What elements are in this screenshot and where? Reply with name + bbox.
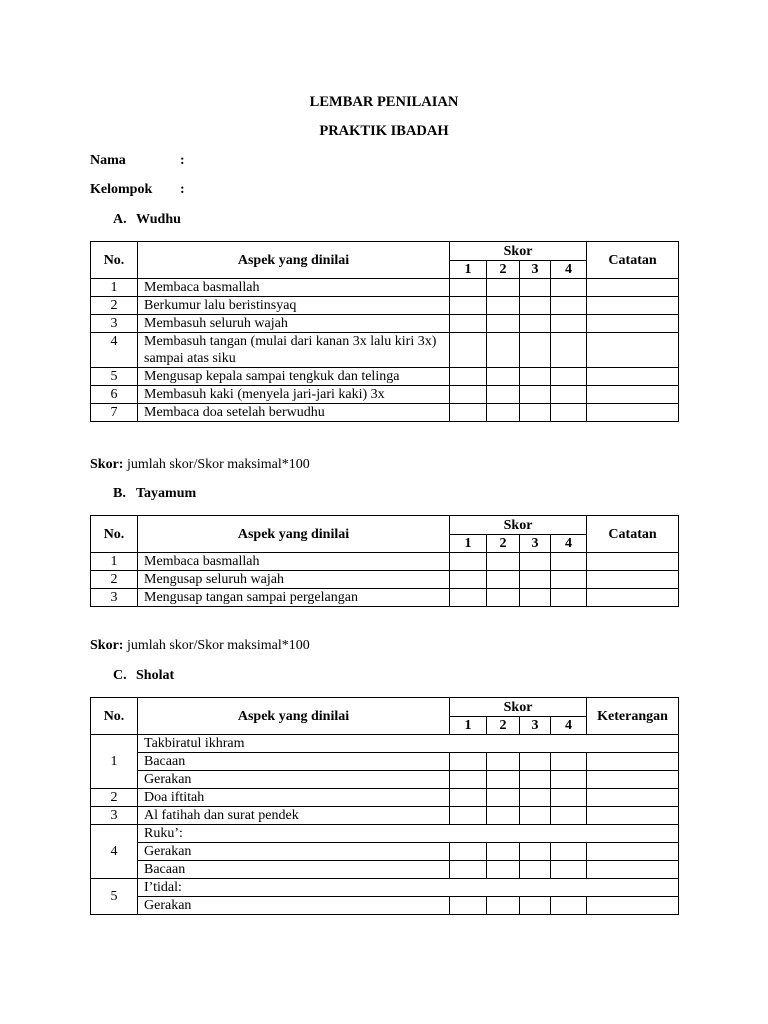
score-cell[interactable] (450, 861, 487, 879)
score-cell[interactable] (487, 315, 520, 333)
row-aspect: Gerakan (138, 771, 450, 789)
note-cell[interactable] (587, 789, 679, 807)
score-cell[interactable] (551, 753, 587, 771)
header-skor-2: 2 (487, 535, 520, 553)
skor-note-text: jumlah skor/Skor maksimal*100 (126, 638, 310, 653)
table-row (91, 861, 679, 879)
row-number: 6 (91, 386, 138, 404)
score-cell[interactable] (487, 333, 520, 368)
row-number: 7 (91, 404, 138, 422)
score-cell[interactable] (551, 386, 587, 404)
score-cell[interactable] (487, 297, 520, 315)
wudhu-table (90, 241, 679, 422)
document-subtitle: PRAKTIK IBADAH (319, 123, 449, 139)
header-skor-3: 3 (520, 261, 551, 279)
row-aspect: Mengusap seluruh wajah (138, 571, 450, 589)
score-cell[interactable] (551, 297, 587, 315)
header-skor-2: 2 (487, 261, 520, 279)
score-cell[interactable] (450, 279, 487, 297)
row-aspect: Membaca doa setelah berwudhu (138, 404, 450, 422)
score-cell[interactable] (520, 297, 551, 315)
score-cell[interactable] (520, 807, 551, 825)
header-catatan: Catatan (587, 516, 679, 553)
row-aspect: I’tidal: (138, 879, 679, 897)
table-row (91, 315, 679, 333)
score-cell[interactable] (450, 315, 487, 333)
score-cell[interactable] (551, 571, 587, 589)
score-cell[interactable] (520, 897, 551, 915)
note-cell[interactable] (587, 861, 679, 879)
header-aspek: Aspek yang dinilai (138, 516, 450, 553)
row-aspect: Membasuh kaki (menyela jari-jari kaki) 3x (138, 386, 450, 404)
score-cell[interactable] (520, 753, 551, 771)
table-row (91, 279, 679, 297)
row-aspect: Berkumur lalu beristinsyaq (138, 297, 450, 315)
score-cell[interactable] (551, 789, 587, 807)
document-title: LEMBAR PENILAIAN (309, 94, 459, 110)
note-cell[interactable] (587, 589, 679, 607)
section-a-title: Wudhu (136, 212, 181, 227)
row-number: 1 (91, 735, 138, 789)
score-cell[interactable] (450, 404, 487, 422)
score-cell[interactable] (520, 279, 551, 297)
skor-note-label: Skor: (90, 638, 124, 653)
row-number: 5 (91, 879, 138, 915)
header-skor-4: 4 (551, 535, 587, 553)
table-row (91, 879, 679, 897)
header-no: No. (91, 242, 138, 279)
score-cell[interactable] (450, 789, 487, 807)
header-skor-3: 3 (520, 717, 551, 735)
row-number: 3 (91, 315, 138, 333)
score-cell[interactable] (450, 897, 487, 915)
score-cell[interactable] (551, 404, 587, 422)
note-cell[interactable] (587, 753, 679, 771)
score-cell[interactable] (520, 589, 551, 607)
note-cell[interactable] (587, 333, 679, 368)
row-aspect: Gerakan (138, 897, 450, 915)
section-a-letter: A. (113, 212, 127, 227)
table-row (91, 753, 679, 771)
table-row (91, 333, 679, 368)
table-row (91, 789, 679, 807)
row-aspect: Membasuh tangan (mulai dari kanan 3x lalu kiri 3x) sampai atas siku (138, 333, 450, 368)
header-skor: Skor (450, 698, 587, 717)
score-cell[interactable] (487, 771, 520, 789)
table-row (91, 735, 679, 753)
score-cell[interactable] (487, 897, 520, 915)
score-cell[interactable] (520, 368, 551, 386)
table-row (91, 807, 679, 825)
row-aspect: Membasuh seluruh wajah (138, 315, 450, 333)
row-number: 3 (91, 807, 138, 825)
score-cell[interactable] (551, 553, 587, 571)
score-cell[interactable] (551, 843, 587, 861)
table-row (91, 589, 679, 607)
skor-note-text: jumlah skor/Skor maksimal*100 (126, 457, 310, 472)
header-no: No. (91, 516, 138, 553)
table-row (91, 897, 679, 915)
section-b-letter: B. (113, 486, 126, 501)
score-cell[interactable] (551, 771, 587, 789)
skor-note-label: Skor: (90, 457, 124, 472)
score-cell[interactable] (487, 589, 520, 607)
header-catatan: Catatan (587, 242, 679, 279)
row-aspect: Gerakan (138, 843, 450, 861)
table-row (91, 771, 679, 789)
row-aspect: Membaca basmallah (138, 553, 450, 571)
score-cell[interactable] (450, 843, 487, 861)
score-cell[interactable] (520, 571, 551, 589)
score-cell[interactable] (487, 571, 520, 589)
score-cell[interactable] (551, 368, 587, 386)
score-cell[interactable] (487, 404, 520, 422)
header-skor: Skor (450, 242, 587, 261)
row-number: 2 (91, 571, 138, 589)
header-no: No. (91, 698, 138, 735)
score-cell[interactable] (450, 553, 487, 571)
row-aspect: Ruku’: (138, 825, 679, 843)
header-skor-2: 2 (487, 717, 520, 735)
row-aspect: Takbiratul ikhram (138, 735, 679, 753)
score-cell[interactable] (520, 333, 551, 368)
score-cell[interactable] (520, 553, 551, 571)
row-aspect: Bacaan (138, 753, 450, 771)
table-row (91, 368, 679, 386)
note-cell[interactable] (587, 571, 679, 589)
header-skor-4: 4 (551, 717, 587, 735)
kelompok-colon: : (180, 182, 185, 197)
nama-label: Nama (90, 153, 126, 168)
score-cell[interactable] (487, 386, 520, 404)
note-cell[interactable] (587, 897, 679, 915)
score-cell[interactable] (551, 807, 587, 825)
header-skor-4: 4 (551, 261, 587, 279)
note-cell[interactable] (587, 386, 679, 404)
row-number: 4 (91, 825, 138, 879)
table-row (91, 843, 679, 861)
score-cell[interactable] (520, 789, 551, 807)
note-cell[interactable] (587, 315, 679, 333)
row-number: 3 (91, 589, 138, 607)
note-cell[interactable] (587, 843, 679, 861)
row-number: 2 (91, 789, 138, 807)
header-skor-1: 1 (450, 535, 487, 553)
note-cell[interactable] (587, 368, 679, 386)
section-c-title: Sholat (136, 668, 175, 683)
score-cell[interactable] (450, 589, 487, 607)
score-cell[interactable] (450, 753, 487, 771)
tayamum-table (90, 515, 679, 607)
skor-note-b (90, 638, 310, 654)
row-number: 4 (91, 333, 138, 368)
header-skor-1: 1 (450, 717, 487, 735)
score-cell[interactable] (520, 843, 551, 861)
score-cell[interactable] (520, 315, 551, 333)
score-cell[interactable] (487, 807, 520, 825)
score-cell[interactable] (520, 386, 551, 404)
note-cell[interactable] (587, 297, 679, 315)
score-cell[interactable] (487, 368, 520, 386)
skor-note-a (90, 457, 310, 473)
score-cell[interactable] (450, 368, 487, 386)
table-row (91, 571, 679, 589)
score-cell[interactable] (551, 589, 587, 607)
row-number: 2 (91, 297, 138, 315)
score-cell[interactable] (520, 861, 551, 879)
score-cell[interactable] (487, 553, 520, 571)
score-cell[interactable] (450, 333, 487, 368)
score-cell[interactable] (450, 771, 487, 789)
table-row (91, 386, 679, 404)
score-cell[interactable] (520, 404, 551, 422)
header-skor: Skor (450, 516, 587, 535)
header-skor-1: 1 (450, 261, 487, 279)
nama-colon: : (180, 153, 185, 168)
note-cell[interactable] (587, 553, 679, 571)
score-cell[interactable] (551, 333, 587, 368)
score-cell[interactable] (450, 571, 487, 589)
row-aspect: Mengusap kepala sampai tengkuk dan telinga (138, 368, 450, 386)
row-aspect: Al fatihah dan surat pendek (138, 807, 450, 825)
note-cell[interactable] (587, 404, 679, 422)
sholat-table (90, 697, 679, 915)
score-cell[interactable] (450, 297, 487, 315)
table-row (91, 825, 679, 843)
score-cell[interactable] (450, 386, 487, 404)
row-aspect: Doa iftitah (138, 789, 450, 807)
note-cell[interactable] (587, 807, 679, 825)
row-aspect: Membaca basmallah (138, 279, 450, 297)
score-cell[interactable] (487, 279, 520, 297)
table-row (91, 297, 679, 315)
row-number: 5 (91, 368, 138, 386)
row-number: 1 (91, 279, 138, 297)
score-cell[interactable] (450, 807, 487, 825)
score-cell[interactable] (487, 843, 520, 861)
note-cell[interactable] (587, 771, 679, 789)
score-cell[interactable] (551, 315, 587, 333)
note-cell[interactable] (587, 279, 679, 297)
score-cell[interactable] (551, 897, 587, 915)
section-c-letter: C. (113, 668, 127, 683)
header-aspek: Aspek yang dinilai (138, 698, 450, 735)
section-b-title: Tayamum (136, 486, 197, 501)
score-cell[interactable] (487, 753, 520, 771)
row-aspect: Mengusap tangan sampai pergelangan (138, 589, 450, 607)
row-aspect: Bacaan (138, 861, 450, 879)
score-cell[interactable] (551, 861, 587, 879)
header-aspek: Aspek yang dinilai (138, 242, 450, 279)
score-cell[interactable] (487, 789, 520, 807)
row-number: 1 (91, 553, 138, 571)
kelompok-label: Kelompok (90, 182, 153, 197)
header-keterangan: Keterangan (587, 698, 679, 735)
score-cell[interactable] (520, 771, 551, 789)
score-cell[interactable] (487, 861, 520, 879)
table-row (91, 404, 679, 422)
table-row (91, 553, 679, 571)
header-skor-3: 3 (520, 535, 551, 553)
score-cell[interactable] (551, 279, 587, 297)
